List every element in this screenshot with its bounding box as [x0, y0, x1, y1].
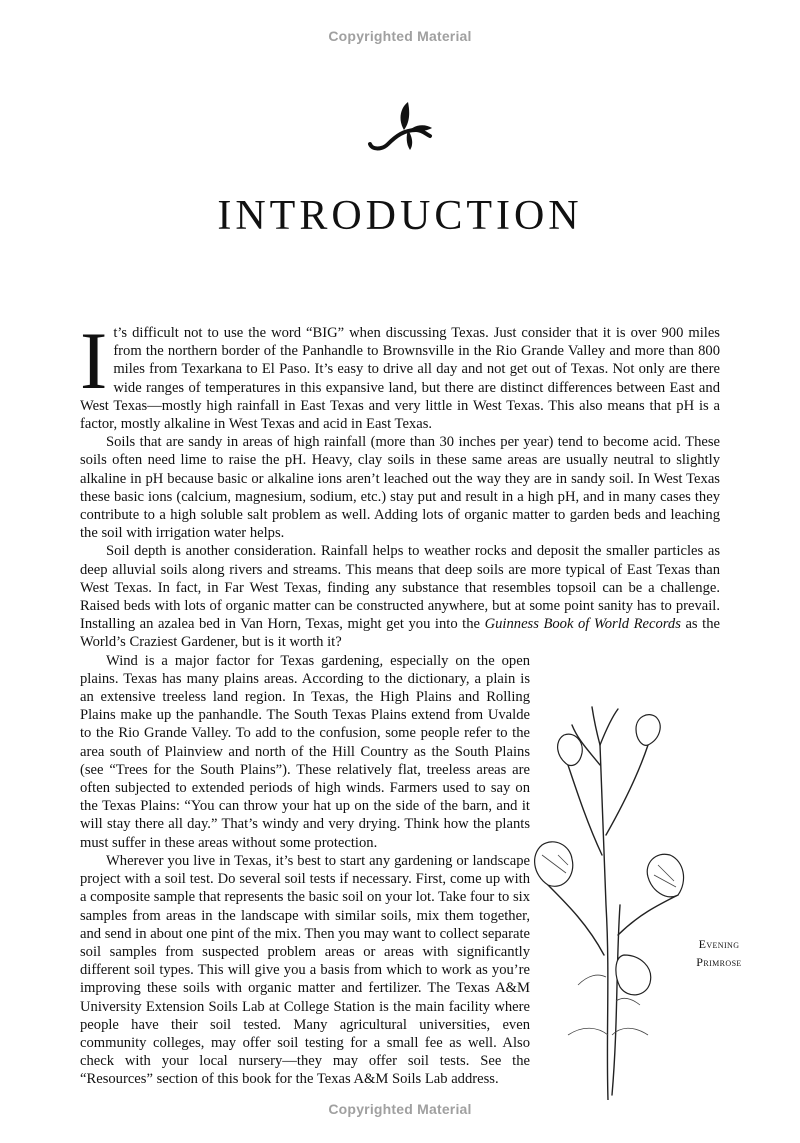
paragraph-2: Soils that are sandy in areas of high rainfall (more than 30 inches per year) tend to become acid. These soils often need lime to raise the pH. Heavy, clay soils in these same areas are usually neutral to slightly alkaline in pH because basic or alkaline ions aren’t leached out the way they are in sandy soil. In West Texas these basic ions (calcium, magnesium, sodium, etc.) stay put and result in a high pH, and in many cases they contribute to a high soluble salt problem as well. Adding lots of organic matter to garden beds and leaching the soil with irrigation water helps.: [80, 434, 720, 542]
illustration-caption: [674, 935, 764, 971]
copyright-watermark-top: Copyrighted Material: [328, 28, 472, 44]
caption-line-2: Primrose: [696, 955, 742, 969]
paragraph-4: Wind is a major factor for Texas gardening, especially on the open plains. Texas has many plains areas. According to the dictionary, a plain is an extensive treeless land region. In Texas, the High Plains and Rolling Plains make up the panhandle. The South Texas Plains extend from Uvalde to the Rio Grande Valley. To add to the confusion, some people refer to the area south of Plainview and north of the Hill Country as the South Plains (see “Trees for the South Plains”). These relatively flat, treeless areas are often subjected to extended periods of high winds. Farmers used to say on the Texas Plains: “You can throw your hat up on the side of the barn, and it will stay there all day.” That’s windy and very drying. Think how the plants must suffer in these areas without some protection.: [80, 652, 530, 851]
leaf-ornament-icon: [364, 100, 436, 152]
paragraph-3-text-a: Soil depth is another consideration. Rainfall helps to weather rocks and deposit the smaller particles as deep alluvial soils along rivers and streams. This means that deep soils are more typical of East Texas than West Texas. In fact, in Far West Texas, finding any substance that resembles topsoil can be a challenge. Raised beds with lots of organic matter can be constructed anywhere, but at some point sanity has to prevail. Installing an azalea bed in Van Horn, Texas, might get you into the: [80, 543, 720, 633]
drop-cap: I: [80, 315, 108, 406]
book-title: Guinness Book of World Records: [484, 616, 681, 633]
copyright-watermark-bottom: Copyrighted Material: [328, 1101, 472, 1117]
paragraph-1: [80, 315, 720, 433]
caption-line-1: Evening: [698, 937, 740, 951]
page-title: INTRODUCTION: [217, 193, 583, 239]
paragraph-1-text: t’s difficult not to use the word “BIG” when discussing Texas. Just consider that it is over 900 miles from the northern border of the Panhandle to Brownsville in the Rio Grande Valley and more than 800 miles from Texarkana to El Paso. It’s easy to drive all day and not get out of Texas. Not only are there wide ranges of temperatures in this expansive land, but there are distinct differences between East and West Texas—mostly high rainfall in East Texas and very little in West Texas. This also means that pH is a factor, mostly alkaline in West Texas and acid in East Texas.: [80, 325, 720, 433]
evening-primrose-illustration-icon: [528, 705, 688, 1100]
paragraph-3-text-b: as the World’s Craziest Gardener, but is it worth it?: [80, 616, 720, 651]
paragraph-3: [80, 542, 720, 651]
paragraph-5: Wherever you live in Texas, it’s best to start any gardening or landscape project with a soil test. Do several soil tests if necessary. First, come up with a composite sample that represents the basic soil on your lot. Take four to six samples from areas in the landscape with similar soils, mix them together, and send in about one pint of the mix. Then you may want to collect separate soil samples from suspected problem areas or areas with significantly different soil types. This will give you a basis from which to work as you’re improving these soils with organic matter and fertilizer. The Texas A&M University Extension Soils Lab at College Station is the main facility where people have their soil tested. Many agricultural universities, even community colleges, may offer soil testing for a small fee as well. Also check with your local nursery—they may offer soil tests. See the “Resources” section of this book for the Texas A&M Soils Lab address.: [80, 852, 530, 1088]
